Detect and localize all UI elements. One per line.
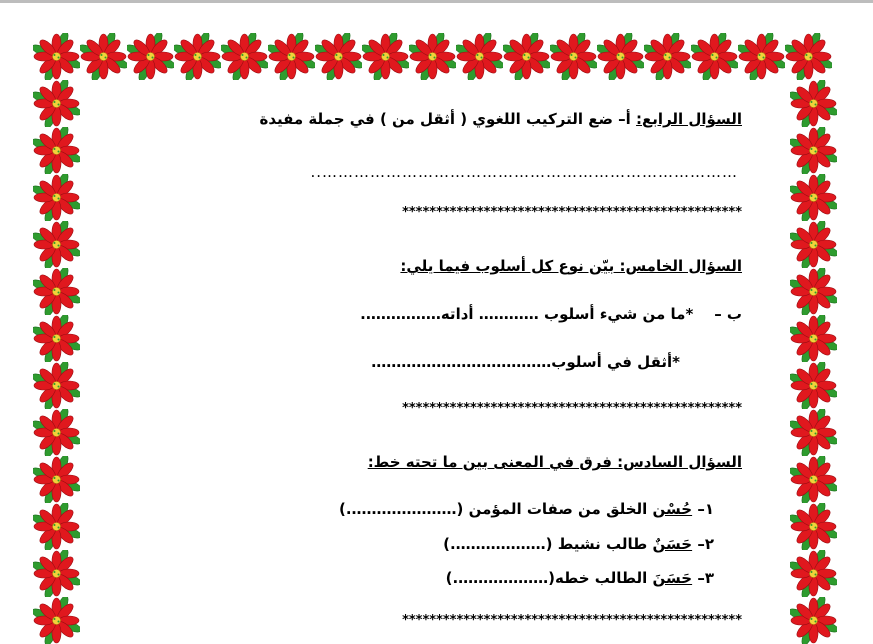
q6-item-2-underlined: حَسَنٌ — [652, 535, 693, 553]
poinsettia-icon — [790, 268, 837, 315]
poinsettia-icon — [790, 174, 837, 221]
poinsettia-icon — [268, 33, 315, 80]
poinsettia-icon — [790, 80, 837, 127]
q4-heading: السؤال الرابع: — [636, 110, 742, 128]
border-top — [33, 33, 832, 80]
separator-2: ************************************************** — [402, 401, 742, 416]
poinsettia-icon — [221, 33, 268, 80]
poinsettia-icon — [644, 33, 691, 80]
q6-item-3-underlined: حَسَنَ — [652, 569, 693, 587]
worksheet — [140, 95, 742, 627]
q6-item-3 — [446, 569, 714, 587]
q6-item-1-underlined: حُسْن — [652, 500, 693, 518]
border-left — [33, 80, 80, 644]
poinsettia-icon — [409, 33, 456, 80]
poinsettia-icon — [790, 127, 837, 174]
poinsettia-icon — [503, 33, 550, 80]
poinsettia-icon — [33, 456, 80, 503]
separator-1: ************************************************** — [402, 205, 742, 220]
q5-heading: السؤال الخامس: بيّن نوع كل أسلوب فيما يلي: — [400, 257, 742, 275]
q6-item-1-num: ١– — [697, 500, 714, 518]
poinsettia-icon — [790, 550, 837, 597]
poinsettia-icon — [33, 597, 80, 644]
poinsettia-icon — [738, 33, 785, 80]
poinsettia-icon — [790, 503, 837, 550]
q6-item-1 — [339, 500, 714, 518]
separator-3: ************************************************** — [402, 613, 742, 628]
q4-line — [259, 110, 742, 128]
poinsettia-icon — [33, 127, 80, 174]
border-right — [790, 80, 837, 644]
poinsettia-icon — [174, 33, 221, 80]
poinsettia-icon — [33, 550, 80, 597]
poinsettia-icon — [691, 33, 738, 80]
poinsettia-icon — [790, 221, 837, 268]
poinsettia-icon — [790, 597, 837, 644]
q5-item-2: *أثقل في أسلوب……………………………… — [371, 353, 680, 371]
poinsettia-icon — [80, 33, 127, 80]
q6-heading: السؤال السادس: فرق في المعنى بين ما تحته خط: — [367, 453, 742, 471]
q6-item-3-num: ٣– — [697, 569, 714, 587]
poinsettia-icon — [33, 33, 80, 80]
q4-prompt: أ– ضع التركيب اللغوي ( أثقل من ) في جملة مفيدة — [259, 110, 631, 128]
q5-item-b-text: *ما من شيء أسلوب ………… أداته……………. — [360, 305, 694, 323]
poinsettia-icon — [33, 315, 80, 362]
q4-answer-line: …………………………………………………………………….. — [310, 163, 738, 181]
q6-item-1-rest: الخلق من صفات المؤمن (………………….) — [338, 500, 653, 518]
poinsettia-icon — [785, 33, 832, 80]
poinsettia-icon — [33, 221, 80, 268]
poinsettia-icon — [456, 33, 503, 80]
poinsettia-icon — [790, 362, 837, 409]
q6-item-2-rest: طالب نشيط (……………….) — [443, 535, 653, 553]
poinsettia-icon — [33, 409, 80, 456]
q5-item-b-label: ب – — [714, 305, 742, 323]
poinsettia-icon — [597, 33, 644, 80]
poinsettia-icon — [790, 315, 837, 362]
poinsettia-icon — [33, 174, 80, 221]
poinsettia-icon — [362, 33, 409, 80]
poinsettia-icon — [33, 503, 80, 550]
poinsettia-icon — [790, 409, 837, 456]
window-top-edge — [0, 0, 873, 3]
q6-item-3-rest: الطالب خطه(……………….) — [445, 569, 653, 587]
q6-item-2 — [443, 535, 714, 553]
poinsettia-icon — [790, 456, 837, 503]
poinsettia-icon — [127, 33, 174, 80]
poinsettia-icon — [315, 33, 362, 80]
poinsettia-icon — [33, 80, 80, 127]
q5-item-b — [360, 305, 742, 323]
poinsettia-icon — [550, 33, 597, 80]
poinsettia-icon — [33, 362, 80, 409]
q6-item-2-num: ٢– — [697, 535, 714, 553]
poinsettia-icon — [33, 268, 80, 315]
